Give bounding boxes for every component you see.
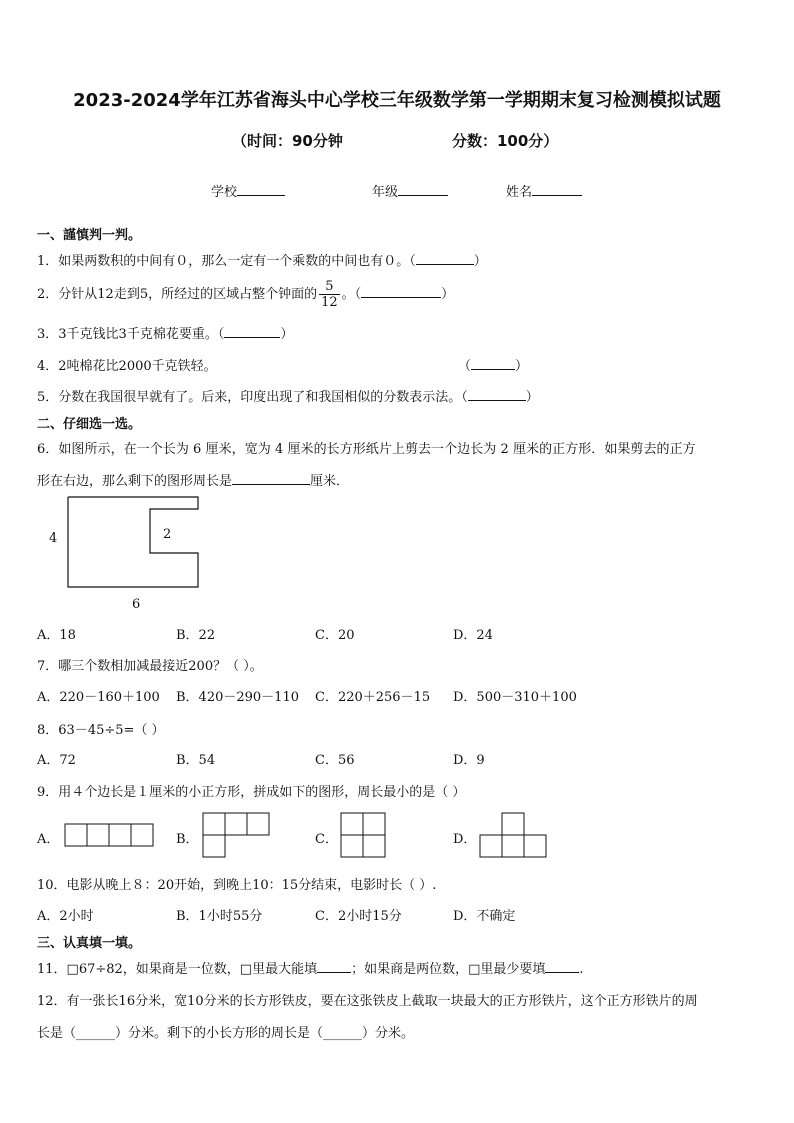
question-8: 8．63－45÷5=（ ） <box>37 723 165 738</box>
option-a[interactable]: A．18 <box>37 628 76 643</box>
answer-blank[interactable] <box>317 960 351 973</box>
option-c[interactable]: C．56 <box>315 753 355 768</box>
option-b[interactable]: B．420－290－110 <box>176 690 299 705</box>
question-12-line-2: 长是（______）分米。剩下的小长方形的周长是（______）分米。 <box>37 1026 415 1041</box>
option-d[interactable]: D．9 <box>453 753 485 768</box>
fraction-numerator: 5 <box>319 279 340 295</box>
answer-blank[interactable] <box>232 472 310 485</box>
grade-label: 年级 <box>372 185 399 200</box>
question-9: 9．用４个边长是１厘米的小正方形，拼成如下的图形，周长最小的是（ ） <box>37 785 466 800</box>
question-7: 7．哪三个数相加减最接近200？（ ）。 <box>37 659 263 674</box>
answer-blank[interactable] <box>471 357 515 370</box>
section-heading-3: 三、认真填一填。 <box>37 936 142 951</box>
option-a[interactable]: A．220－160＋100 <box>37 690 160 705</box>
option-c[interactable]: C．2小时15分 <box>315 909 402 924</box>
question-1-text: 1．如果两数积的中间有０，那么一定有一个乘数的中间也有０。（ <box>37 254 416 269</box>
question-12-line-1: 12．有一张长16分米，宽10分米的长方形铁皮，要在这张铁皮上截取一块最大的正方形铁片，这个正方形铁片的周 <box>37 994 698 1009</box>
figure-outline <box>68 497 198 587</box>
answer-blank[interactable] <box>545 960 579 973</box>
figure-label-length: 6 <box>132 597 141 612</box>
exam-time: （时间：90分钟 <box>232 132 343 150</box>
option-b[interactable]: B． <box>176 832 199 847</box>
option-a[interactable]: A． <box>37 832 60 847</box>
school-field[interactable] <box>211 181 285 200</box>
question-6-unit: 厘米． <box>310 474 350 489</box>
option-d[interactable]: D．24 <box>453 628 493 643</box>
option-d[interactable]: D． <box>453 832 477 847</box>
question-1-close: ） <box>473 254 487 269</box>
option-b[interactable]: B．22 <box>176 628 216 643</box>
option-a[interactable]: A．72 <box>37 753 76 768</box>
question-2 <box>37 279 454 310</box>
option-b[interactable]: B．1小时55分 <box>176 909 263 924</box>
shape-square-tetromino <box>341 813 387 859</box>
name-field[interactable] <box>506 181 582 200</box>
question-5-text: 5．分数在我国很早就有了。后来，印度出现了和我国相似的分数表示法。（ <box>37 390 468 405</box>
option-d[interactable]: D．不确定 <box>453 909 516 924</box>
question-2-text: 2．分针从12走到5，所经过的区域占整个钟面的 <box>37 287 318 302</box>
notched-rectangle-figure <box>68 497 200 589</box>
question-4-open: （ <box>458 359 472 374</box>
fraction-denominator: 12 <box>321 295 338 310</box>
name-label: 姓名 <box>506 185 533 200</box>
question-3-text: 3．3千克钱比3千克棉花要重。（ <box>37 327 225 342</box>
section-heading-1: 一、謹慎判一判。 <box>37 228 142 243</box>
question-5-close: ） <box>525 390 539 405</box>
question-10: 10．电影从晚上８：20开始，到晚上10：15分结束，电影时长（ ）. <box>37 878 437 893</box>
question-2-paren: 。（ <box>341 287 362 302</box>
school-label: 学校 <box>211 185 238 200</box>
shape-row-of-four <box>65 824 155 848</box>
figure-label-width: 4 <box>49 531 58 546</box>
grade-blank[interactable] <box>398 183 448 196</box>
option-b[interactable]: B．54 <box>176 753 216 768</box>
answer-blank[interactable] <box>468 388 526 401</box>
question-6-line-2 <box>37 470 349 489</box>
shape-t-tetromino <box>480 813 548 859</box>
question-3 <box>37 323 293 342</box>
answer-blank[interactable] <box>361 285 441 298</box>
name-blank[interactable] <box>532 183 582 196</box>
question-11-text-3: . <box>579 962 584 977</box>
option-d[interactable]: D．500－310＋100 <box>453 690 577 705</box>
answer-blank[interactable] <box>224 325 280 338</box>
option-c[interactable]: C．220＋256－15 <box>315 690 431 705</box>
figure-label-notch: 2 <box>163 527 172 542</box>
question-4-answer <box>458 355 528 374</box>
grade-field[interactable] <box>372 181 448 200</box>
question-11-text-1: 11．□67÷82，如果商是一位数，□里最大能填 <box>37 962 318 977</box>
question-2-close: ） <box>441 287 455 302</box>
question-6-text: 形在右边，那么剩下的图形周长是 <box>37 474 233 489</box>
question-4-text: 4．2吨棉花比2000千克铁轻。 <box>37 359 217 374</box>
question-4-close: ） <box>515 359 529 374</box>
question-6-line-1: 6．如图所示，在一个长为 6 厘米，宽为 4 厘米的长方形纸片上剪去一个边长为 2 厘米的正方形．如果剪去的正方 <box>37 442 696 457</box>
option-c[interactable]: C． <box>315 832 338 847</box>
page-title: 2023-2024学年江苏省海头中心学校三年级数学第一学期期末复习检测模拟试题 <box>73 90 721 111</box>
question-4 <box>37 355 217 374</box>
question-5 <box>37 386 539 405</box>
section-heading-2: 二、仔细选一选。 <box>37 417 142 432</box>
option-a[interactable]: A．2小时 <box>37 909 94 924</box>
school-blank[interactable] <box>237 183 285 196</box>
question-1 <box>37 250 487 269</box>
fraction <box>319 279 340 310</box>
question-3-close: ） <box>280 327 294 342</box>
question-11-text-2: ；如果商是两位数，□里最少要填 <box>351 962 546 977</box>
option-c[interactable]: C．20 <box>315 628 355 643</box>
answer-blank[interactable] <box>416 252 474 265</box>
question-11 <box>37 958 584 977</box>
exam-score: 分数：100分） <box>452 132 559 150</box>
shape-l-tetromino <box>203 813 271 859</box>
